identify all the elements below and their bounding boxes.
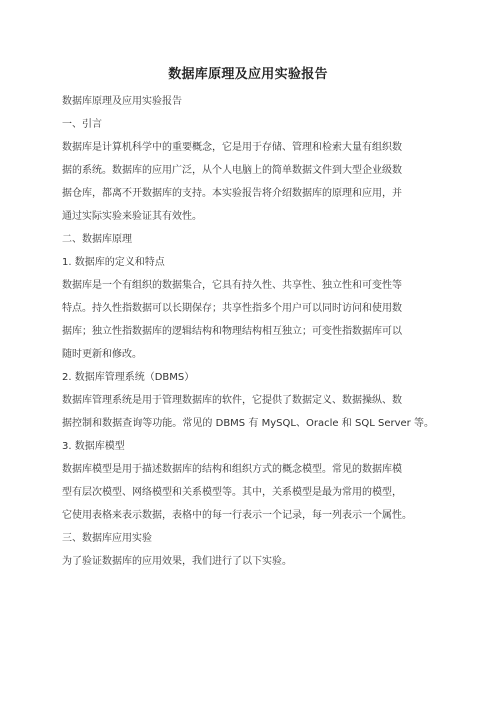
- subsection-heading-model: 3. 数据库模型: [62, 441, 125, 452]
- paragraph-line: 据控制和数据查询等功能。常见的 DBMS 有 MySQL、Oracle 和 SQL Server 等。: [62, 418, 434, 429]
- paragraph-line: 数据库是计算机科学中的重要概念，它是用于存储、管理和检索大量有组织数: [62, 142, 402, 153]
- paragraph-line: 为了验证数据库的应用效果，我们进行了以下实验。: [62, 556, 292, 567]
- paragraph-line: 随时更新和修改。: [62, 349, 142, 360]
- subsection-heading-dbms: 2. 数据库管理系统（DBMS）: [62, 372, 195, 383]
- paragraph-line: 特点。持久性指数据可以长期保存；共享性指多个用户可以同时访问和使用数: [62, 303, 402, 314]
- paragraph-line: 型有层次模型、网络模型和关系模型等。其中，关系模型是最为常用的模型，: [62, 487, 402, 498]
- section-heading-intro: 一、引言: [62, 119, 102, 130]
- document-title: 数据库原理及应用实验报告: [168, 67, 328, 82]
- paragraph-line: 通过实际实验来验证其有效性。: [62, 211, 202, 222]
- paragraph-line: 据的系统。数据库的应用广泛，从个人电脑上的简单数据文件到大型企业级数: [62, 165, 402, 176]
- paragraph-line: 数据库管理系统是用于管理数据库的软件，它提供了数据定义、数据操纵、数: [62, 395, 402, 406]
- subsection-heading-definition: 1. 数据库的定义和特点: [62, 257, 165, 268]
- section-heading-experiment: 三、数据库应用实验: [62, 533, 152, 544]
- paragraph-line: 据库；独立性指数据库的逻辑结构和物理结构相互独立；可变性指数据库可以: [62, 326, 402, 337]
- paragraph-line: 据仓库，都离不开数据库的支持。本实验报告将介绍数据库的原理和应用，并: [62, 188, 402, 199]
- paragraph-line: 数据库模型是用于描述数据库的结构和组织方式的概念模型。常见的数据库模: [62, 464, 402, 475]
- subtitle-line: 数据库原理及应用实验报告: [62, 96, 182, 107]
- paragraph-line: 数据库是一个有组织的数据集合，它具有持久性、共享性、独立性和可变性等: [62, 280, 402, 291]
- paragraph-line: 它使用表格来表示数据，表格中的每一行表示一个记录，每一列表示一个属性。: [62, 510, 412, 521]
- section-heading-principles: 二、数据库原理: [62, 234, 132, 245]
